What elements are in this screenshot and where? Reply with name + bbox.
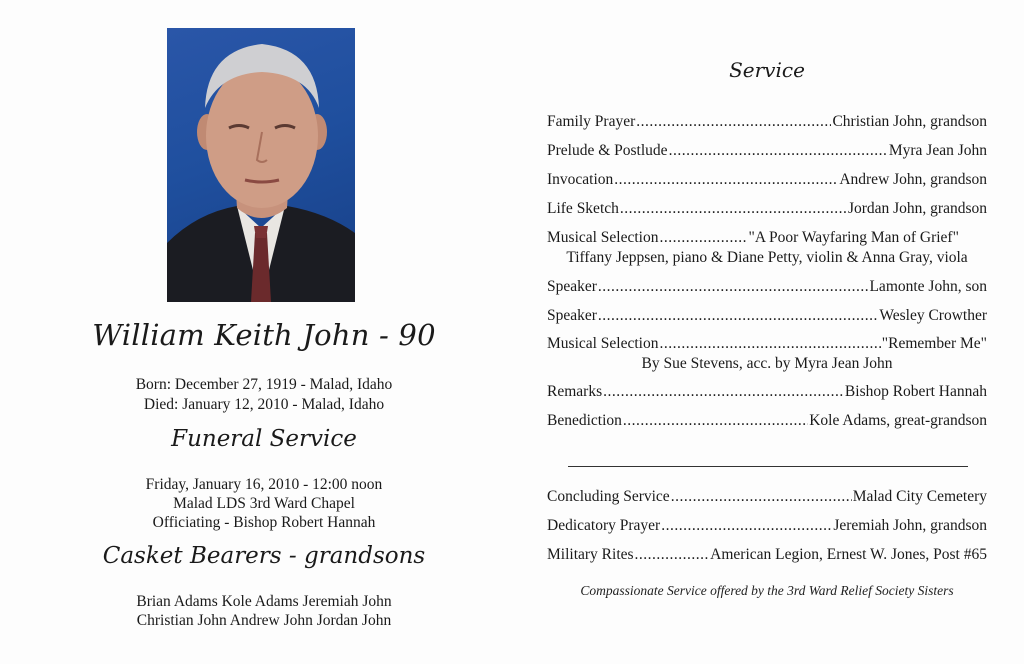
service-item-value: Lamonte John, son: [869, 278, 987, 295]
dot-leader: [614, 171, 838, 189]
officiating: Officiating - Bishop Robert Hannah: [152, 514, 376, 531]
birth-info: Born: December 27, 1919 - Malad, Idaho: [135, 376, 393, 393]
service-item-label: Life Sketch: [547, 200, 619, 217]
service-item: [547, 171, 987, 189]
dot-leader: [635, 546, 710, 564]
service-item-value: Kole Adams, great-grandson: [809, 412, 987, 429]
dot-leader: [669, 142, 888, 160]
funeral-place: Malad LDS 3rd Ward Chapel: [173, 495, 355, 512]
dot-leader: [660, 229, 748, 247]
service-item-label: Invocation: [547, 171, 614, 188]
service-item-value: "A Poor Wayfaring Man of Grief": [748, 229, 959, 246]
closing-item-label: Military Rites: [547, 546, 634, 563]
dot-leader: [598, 307, 878, 325]
service-item-label: Musical Selection: [547, 335, 659, 352]
right-panel: [520, 0, 1024, 664]
dot-leader: [603, 383, 844, 401]
service-item: [547, 229, 987, 247]
service-item: [547, 335, 987, 353]
funeral-service-heading: Funeral Service: [171, 426, 357, 452]
dot-leader: [598, 278, 869, 296]
dot-leader: [661, 517, 832, 535]
funeral-date: Friday, January 16, 2010 - 12:00 noon: [145, 476, 383, 493]
section-divider: [568, 466, 968, 467]
bearers-line-2: Christian John Andrew John Jordan John: [136, 612, 392, 629]
dot-leader: [671, 488, 852, 506]
service-item-label: Speaker: [547, 278, 597, 295]
bearers-line-1: Brian Adams Kole Adams Jeremiah John: [136, 593, 392, 610]
closing-item-label: Dedicatory Prayer: [547, 517, 661, 534]
service-item-label: Musical Selection: [547, 229, 659, 246]
service-item-value: Myra Jean John: [888, 142, 987, 159]
dot-leader: [620, 200, 847, 218]
dot-leader: [660, 335, 881, 353]
casket-bearers-heading: Casket Bearers - grandsons: [102, 543, 426, 569]
closing-item-value: American Legion, Ernest W. Jones, Post #65: [710, 546, 987, 563]
service-item-label: Remarks: [547, 383, 603, 400]
closing-item: [547, 546, 987, 564]
service-item-value: Christian John, grandson: [832, 113, 987, 130]
service-item: [547, 113, 987, 131]
closing-item: [547, 517, 987, 535]
service-item-label: Family Prayer: [547, 113, 636, 130]
service-title: Service: [729, 58, 805, 82]
service-item: [547, 142, 987, 160]
service-item: [547, 412, 987, 430]
service-item: [547, 200, 987, 218]
service-item-value: "Remember Me": [881, 335, 987, 352]
closing-item-label: Concluding Service: [547, 488, 670, 505]
dot-leader: [636, 113, 831, 131]
portrait-photo: [167, 28, 355, 302]
service-item: [547, 383, 987, 401]
compassionate-service-note: Compassionate Service offered by the 3rd Ward Relief Society Sisters: [580, 583, 954, 598]
death-info: Died: January 12, 2010 - Malad, Idaho: [143, 396, 385, 413]
deceased-name: William Keith John - 90: [92, 318, 436, 352]
service-item-label: Speaker: [547, 307, 597, 324]
service-item-value: Jordan John, grandson: [847, 200, 987, 217]
closing-item-value: Malad City Cemetery: [852, 488, 987, 505]
service-item-value: Andrew John, grandson: [839, 171, 987, 188]
service-item-value: Bishop Robert Hannah: [844, 383, 987, 400]
service-item-detail: Tiffany Jeppsen, piano & Diane Petty, violin & Anna Gray, viola: [566, 249, 968, 266]
service-item-detail: By Sue Stevens, acc. by Myra Jean John: [641, 355, 893, 372]
service-item-label: Prelude & Postlude: [547, 142, 668, 159]
dot-leader: [623, 412, 808, 430]
service-item: [547, 307, 987, 325]
service-item: [547, 278, 987, 296]
closing-item-value: Jeremiah John, grandson: [833, 517, 987, 534]
closing-item: [547, 488, 987, 506]
service-item-value: Wesley Crowther: [879, 307, 987, 324]
service-item-label: Benediction: [547, 412, 622, 429]
